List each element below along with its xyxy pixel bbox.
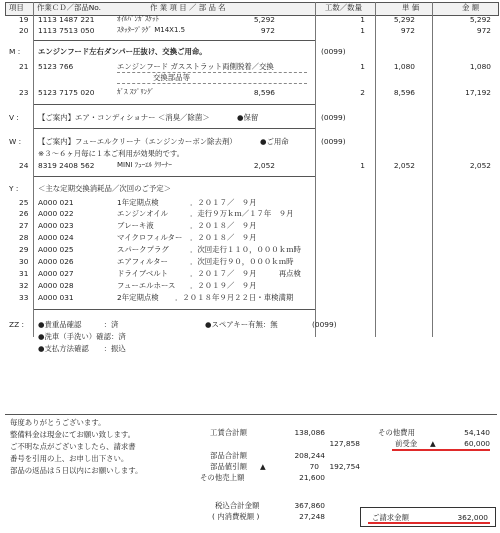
discount-triangle-icon: ▲ (260, 462, 266, 471)
amount: 1,080 (469, 62, 491, 71)
payment-method-check: ●支払方法確認 ：振込 (38, 344, 126, 353)
row-number: 30 (19, 257, 29, 266)
other-cost-label: その他費用 (378, 428, 415, 437)
work-code: 5123 766 (38, 62, 74, 71)
header-qty: 工数／数量 (325, 3, 362, 12)
parts-net-value: 192,754 (329, 462, 360, 471)
section-w-code: (0099) (321, 137, 346, 146)
row-number: 31 (19, 269, 29, 278)
tax-included-value: 367,860 (294, 501, 325, 510)
labor-net-value: 127,858 (329, 439, 360, 448)
qty: 2 (360, 88, 365, 97)
header-unit-price: 単 価 (402, 3, 420, 12)
consumption-tax-label: ( 内消費税額 ) (212, 512, 260, 521)
qty: 1 (360, 15, 365, 24)
parts-discount-label: 部品値引額 (210, 462, 247, 471)
column-rule (33, 2, 34, 337)
dashed-rule (117, 72, 307, 73)
footer-message: ご不明な点がございましたら、請求書 (10, 442, 136, 451)
unit-price: 5,292 (393, 15, 415, 24)
section-v-code: (0099) (321, 113, 346, 122)
advance-payment-value: 60,000 (464, 439, 490, 448)
section-m-title: エンジンフード左右ダンパー圧抜け、交換ご用命。 (38, 47, 207, 56)
item-code: A000 022 (38, 209, 74, 218)
section-y-title: ＜主な定期交換消耗品／次回のご予定＞ (38, 184, 172, 193)
item-code: A000 031 (38, 293, 74, 302)
qty: 1 (360, 26, 365, 35)
part-code: 1113 7513 050 (38, 26, 95, 35)
item-code: A000 024 (38, 233, 74, 242)
section-m-code: (0099) (321, 47, 346, 56)
footer-message: 毎度ありがとうございます。 (10, 418, 106, 427)
unit-price: 972 (400, 26, 415, 35)
item-code: A000 021 (38, 198, 74, 207)
section-rule (34, 128, 315, 129)
qty: 1 (360, 62, 365, 71)
item-schedule: ．２０１９／ ９月 (190, 281, 257, 290)
item-schedule: ．２０１８年９月２２日・車検満期 (175, 293, 294, 302)
tax-included-label: 税込合計金額 (215, 501, 260, 510)
section-w-note: ※３～６ヶ月毎に１本ご利用が効果的です。 (38, 149, 185, 158)
header-item: 項目 (9, 3, 24, 12)
section-letter-m: M : (9, 47, 21, 56)
header-work-cd: 作業ＣＤ／部品No. (37, 3, 102, 12)
section-w-text: 【ご案内】フューエルクリーナ（エンジンカーボン除去剤） (38, 137, 237, 146)
part-code: 1113 1487 221 (38, 15, 95, 24)
section-rule (34, 104, 315, 105)
row-number: 20 (19, 26, 29, 35)
item-name: ブレーキ液 (117, 221, 154, 230)
section-zz-code: (0099) (312, 320, 337, 329)
item-schedule: ．２０１８／ ９月 (190, 221, 257, 230)
row-number: 27 (19, 221, 29, 230)
item-schedule: ．次回走行１１０，０００ｋｍ時 (190, 245, 301, 254)
parts-total-value: 208,244 (294, 451, 325, 460)
amount: 972 (476, 26, 491, 35)
part-name: ｶﾞｽ ｽﾌﾟﾘﾝｸﾞ (117, 88, 155, 96)
item-schedule: ．走行９万ｋｍ／１７年 ９月 (190, 209, 294, 218)
row-number: 19 (19, 15, 29, 24)
other-sales-value: 21,600 (299, 473, 325, 482)
row-number: 29 (19, 245, 29, 254)
exchange-parts-label: 交換部品等 (150, 73, 193, 82)
part-name: ｽﾀｯﾀｰﾌﾟﾗｸﾞ M14X1.5 (117, 26, 186, 34)
unit-price: 2,052 (393, 161, 415, 170)
item-name: フューエルホース (117, 281, 176, 290)
part-name: ｵｲﾙﾊﾞﾝｶﾞｽｹｯﾄ (117, 15, 159, 23)
item-schedule: ．２０１７／ ９月 (190, 198, 257, 207)
section-w-status: ●ご用命 (260, 137, 289, 146)
row-number: 26 (19, 209, 29, 218)
section-letter-zz: ZZ : (9, 320, 24, 329)
header-amount: 金 額 (462, 3, 480, 12)
item-name: スパークプラグ (117, 245, 169, 254)
column-rule (315, 2, 316, 337)
consumption-tax-value: 27,248 (299, 512, 325, 521)
labor-total-label: 工賃合計額 (210, 428, 247, 437)
section-letter-y: Y : (9, 184, 19, 193)
item-code: A000 023 (38, 221, 74, 230)
footer-message: 整備料金は現金にてお願い致します。 (10, 430, 136, 439)
item-code: A000 027 (38, 269, 74, 278)
other-sales-label: その他売上額 (200, 473, 245, 482)
section-rule (34, 40, 315, 41)
part-price: 8,596 (253, 88, 275, 97)
section-letter-v: V : (9, 113, 19, 122)
amount: 5,292 (469, 15, 491, 24)
spare-key-check: ●スペアキー有無：無 (205, 320, 278, 329)
amount: 17,192 (465, 88, 491, 97)
row-number: 23 (19, 88, 29, 97)
invoice-highlight-underline (368, 522, 490, 524)
item-schedule: ．２０１７／ ９月 再点検 (190, 269, 301, 278)
item-name: ドライブベルト (117, 269, 168, 278)
labor-total-value: 138,086 (294, 428, 325, 437)
part-price: 972 (260, 26, 275, 35)
header-work-item: 作 業 項 目 ／ 部 品 名 (150, 3, 226, 12)
other-cost-value: 54,140 (464, 428, 490, 437)
car-wash-check: ●洗車（手洗い）確認：済 (38, 332, 126, 341)
invoice-total-value: 362,000 (457, 513, 488, 522)
item-name: エンジンオイル (117, 209, 168, 218)
part-code: 5123 7175 020 (38, 88, 95, 97)
item-schedule: ．２０１８／ ９月 (190, 233, 257, 242)
item-name: マイクロフィルター (117, 233, 183, 242)
footer-rule (5, 414, 497, 415)
row-number: 21 (19, 62, 29, 71)
item-code: A000 025 (38, 245, 74, 254)
parts-discount-value: 70 (309, 462, 319, 471)
row-number: 28 (19, 233, 29, 242)
row-number: 33 (19, 293, 29, 302)
unit-price: 1,080 (393, 62, 415, 71)
section-rule (34, 176, 315, 177)
invoice-total-label: ご請求金額 (372, 513, 409, 522)
part-name: MINI ﾌｭｰｴﾙ ｸﾘｰﾅｰ (117, 161, 172, 169)
parts-total-label: 部品合計額 (210, 451, 247, 460)
item-name: エアフィルター (117, 257, 168, 266)
part-code: 8319 2408 562 (38, 161, 95, 170)
advance-triangle-icon: ▲ (430, 439, 436, 448)
part-price: 2,052 (253, 161, 275, 170)
qty: 1 (360, 161, 365, 170)
item-code: A000 026 (38, 257, 74, 266)
valuables-check: ●貴重品確認 ：済 (38, 320, 119, 329)
item-name: 1年定期点検 (117, 198, 159, 207)
section-rule (34, 309, 315, 310)
footer-message: 部品の返品は５日以内にお願いします。 (10, 466, 143, 475)
advance-payment-label: 前受金 (395, 439, 418, 448)
unit-price: 8,596 (393, 88, 415, 97)
item-name: 2年定期点検 (117, 293, 159, 302)
row-number: 32 (19, 281, 29, 290)
row-number: 25 (19, 198, 29, 207)
column-rule (432, 2, 433, 337)
amount: 2,052 (469, 161, 491, 170)
footer-message: 番号を引用の上、お申し出下さい。 (10, 454, 129, 463)
row-number: 24 (19, 161, 29, 170)
advance-highlight-underline (392, 449, 490, 451)
section-v-text: 【ご案内】エア・コンディショナー ＜消臭／除菌＞ (38, 113, 210, 122)
work-description: エンジンフード ガスストラット両側脱着／交換 (117, 62, 274, 71)
section-v-status: ●保留 (237, 113, 259, 122)
item-code: A000 028 (38, 281, 74, 290)
part-price: 5,292 (253, 15, 275, 24)
section-letter-w: W : (9, 137, 22, 146)
dashed-rule (117, 83, 307, 84)
item-schedule: ．次回走行９０，０００ｋｍ時 (190, 257, 294, 266)
